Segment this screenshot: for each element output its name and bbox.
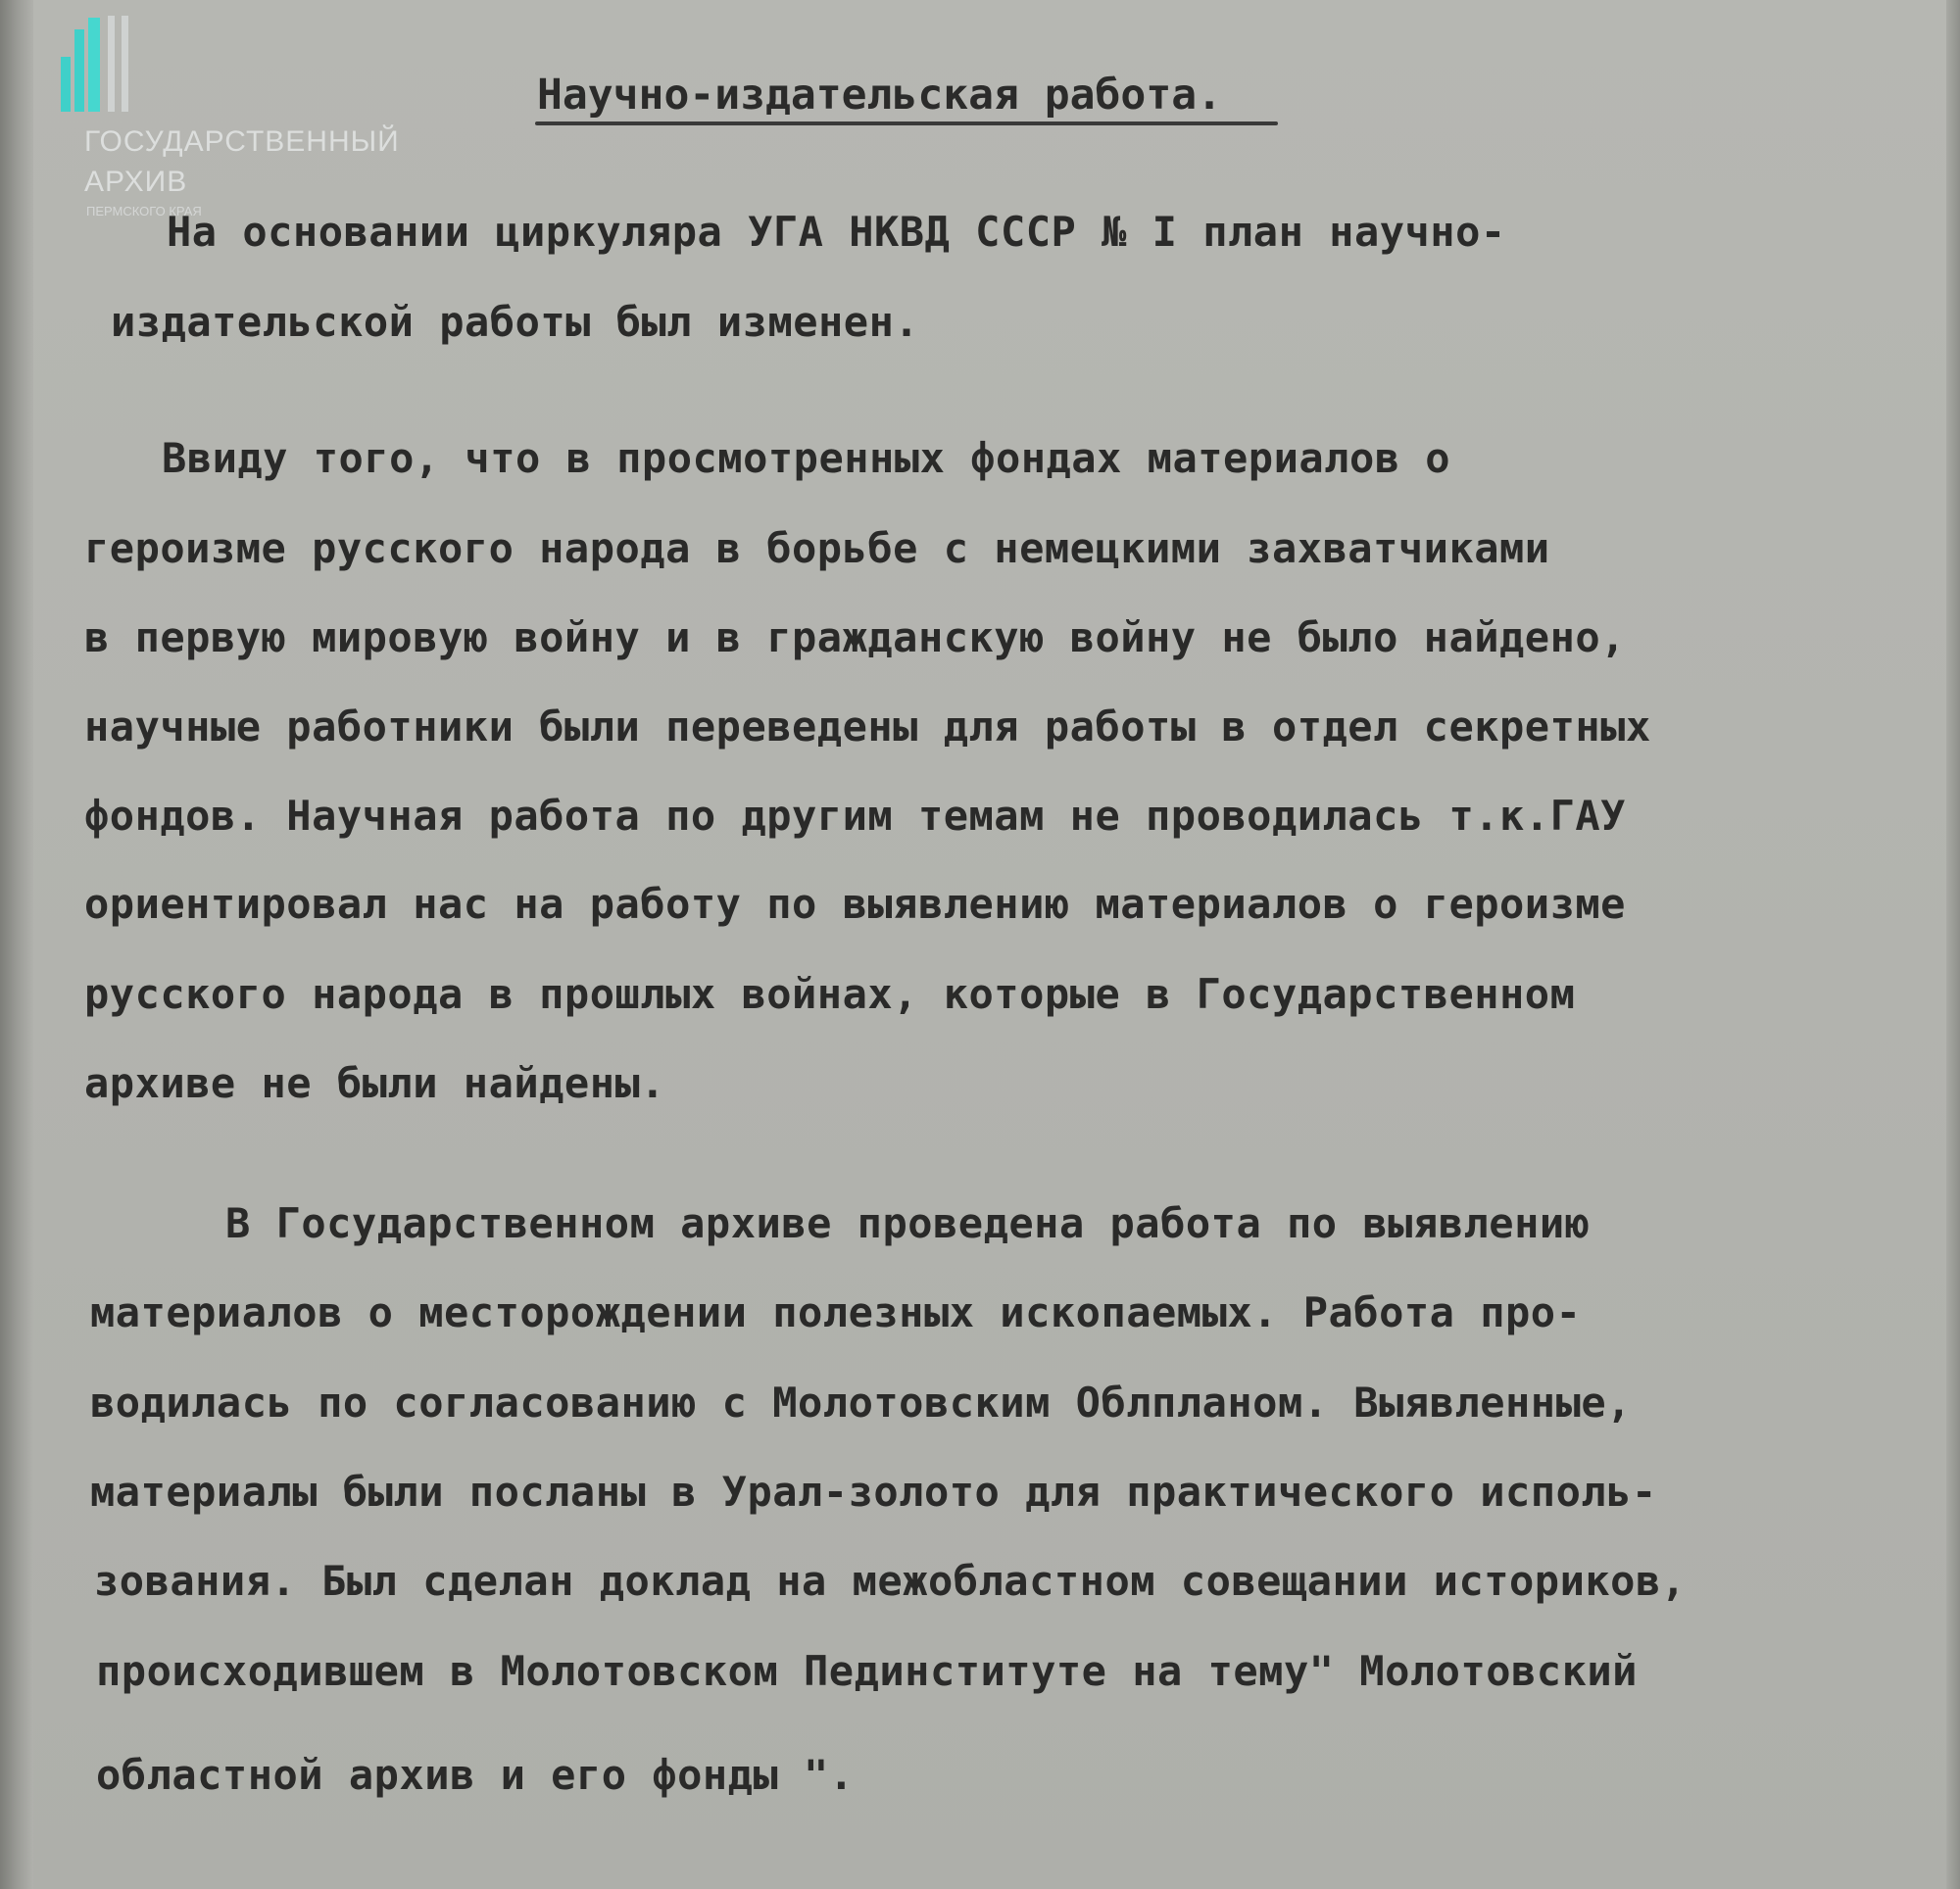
watermark-line-2: АРХИВ xyxy=(84,166,188,198)
archive-watermark xyxy=(57,14,400,218)
text-line-12: материалов о месторождении полезных ископаемых. Работа про- xyxy=(90,1288,1582,1336)
text-line-2: издательской работы был изменен. xyxy=(111,298,920,346)
text-line-3: Ввиду того, что в просмотренных фондах материалов о xyxy=(162,434,1451,482)
archive-logo-icon xyxy=(57,14,145,116)
page-left-edge xyxy=(0,0,33,1889)
text-line-13: водилась по согласованию с Молотовским Облпланом. Выявленные, xyxy=(90,1379,1632,1427)
title-underline xyxy=(535,121,1278,125)
text-line-6: научные работники были переведены для работы в отдел секретных xyxy=(84,702,1651,751)
text-line-7: фондов. Научная работа по другим темам не проводилась т.к.ГАУ xyxy=(84,792,1626,840)
text-line-15: зования. Был сделан доклад на межобластном совещании историков, xyxy=(94,1557,1687,1605)
text-line-1: На основании циркуляра УГА НКВД СССР № I план научно- xyxy=(167,208,1506,256)
watermark-line-3: ПЕРМСКОГО КРАЯ xyxy=(86,204,202,218)
text-line-4: героизме русского народа в борьбе с немецкими захватчиками xyxy=(84,524,1550,572)
watermark-line-1: ГОСУДАРСТВЕННЫЙ xyxy=(84,125,400,158)
text-line-14: материалы были посланы в Урал-золото для практического исполь- xyxy=(90,1468,1657,1516)
page-right-edge xyxy=(1946,0,1960,1889)
text-line-16: происходившем в Молотовском Пединституте на тему" Молотовский xyxy=(96,1647,1638,1695)
text-line-10: архиве не были найдены. xyxy=(84,1059,666,1107)
text-line-5: в первую мировую войну и в гражданскую войну не было найдено, xyxy=(84,613,1626,661)
document-title: Научно-издательская работа. xyxy=(537,71,1222,120)
text-line-8: ориентировал нас на работу по выявлению материалов о героизме xyxy=(84,880,1626,928)
text-line-11: В Государственном архиве проведена работа по выявлению xyxy=(225,1199,1591,1247)
text-line-9: русского народа в прошлых войнах, которые в Государственном xyxy=(84,970,1576,1018)
text-line-17: областной архив и его фонды ". xyxy=(96,1751,855,1799)
